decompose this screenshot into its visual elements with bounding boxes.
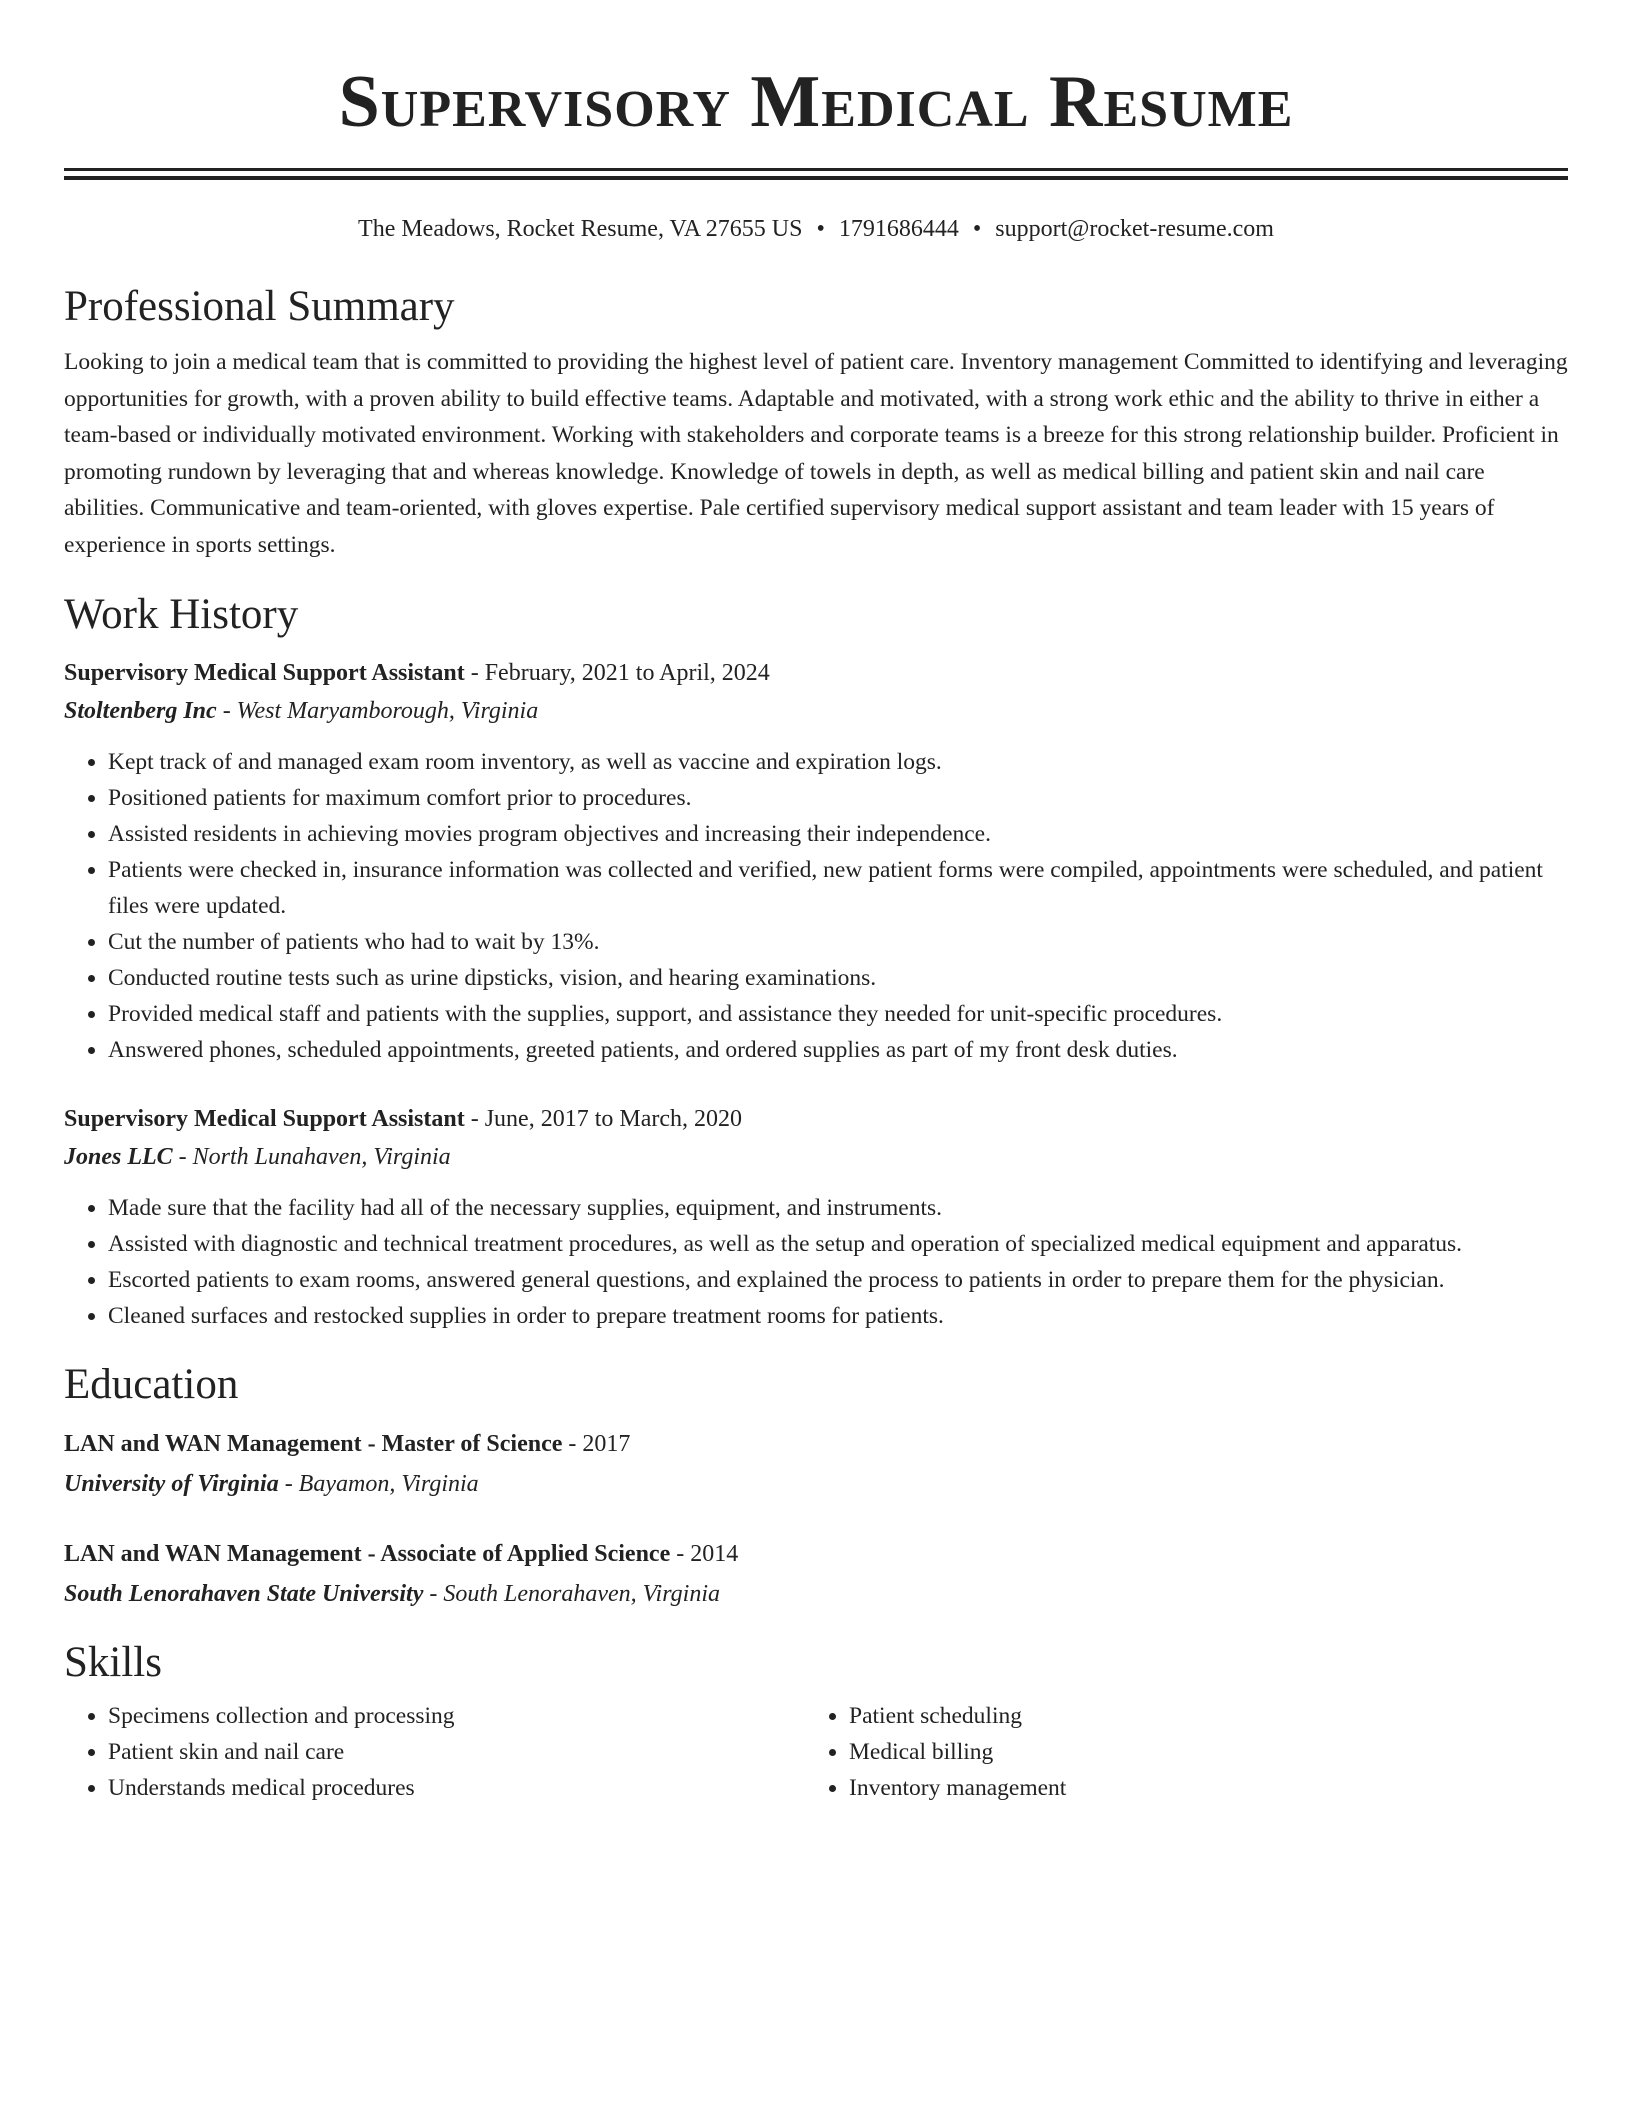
education-location: - Bayamon, Virginia bbox=[278, 1470, 479, 1497]
job-duties-list bbox=[64, 1190, 1568, 1334]
education-degree: LAN and WAN Management - Associate of Applied Science bbox=[64, 1540, 671, 1567]
contact-separator: • bbox=[972, 216, 982, 242]
education-school-line bbox=[64, 1574, 1568, 1614]
title-divider bbox=[64, 168, 1568, 180]
summary-heading: Professional Summary bbox=[64, 283, 455, 330]
skill-item: • Patient scheduling bbox=[849, 1698, 1568, 1734]
education-school: South Lenorahaven State University bbox=[64, 1580, 424, 1607]
summary-text: Looking to join a medical team that is committed to providing the highest level of patient care. Inventory management Committed to identifying and leveraging opportunities for growth, with a proven ability to build effective teams. Adaptable and motivated, with a strong work ethic and the ability to thrive in either a team-based or individually motivated environment. Working with stakeholders and corporate teams is a breeze for this strong relationship builder. Proficient in promoting rundown by leveraging that and whereas knowledge. Knowledge of towels in depth, as well as medical billing and patient skin and nail care abilities. Communicative and team-oriented, with gloves expertise. Pale certified supervisory medical support assistant and team leader with 15 years of experience in sports settings. bbox=[64, 349, 1568, 558]
job-company-line bbox=[64, 692, 1568, 730]
list-item: • Assisted with diagnostic and technical treatment procedures, as well as the setup and operation of specialized medical equipment and apparatus. bbox=[108, 1226, 1568, 1262]
education-year: - 2017 bbox=[562, 1430, 631, 1457]
list-item: • Kept track of and managed exam room inventory, as well as vaccine and expiration logs. bbox=[108, 744, 1568, 780]
job-entry bbox=[64, 654, 1568, 1068]
job-title-line bbox=[64, 654, 1568, 692]
resume-page bbox=[64, 0, 1568, 1806]
job-entry bbox=[64, 1100, 1568, 1334]
skills-list-left bbox=[64, 1698, 805, 1806]
skills-columns bbox=[64, 1698, 1568, 1806]
education-heading: Education bbox=[64, 1360, 239, 1408]
education-entry bbox=[64, 1424, 1568, 1504]
list-item: • Cleaned surfaces and restocked supplies in order to prepare treatment rooms for patients. bbox=[108, 1298, 1568, 1334]
work-history-heading: Work History bbox=[64, 590, 299, 638]
education-degree-line bbox=[64, 1424, 1568, 1464]
job-company: Stoltenberg Inc bbox=[64, 697, 217, 724]
list-item: • Made sure that the facility had all of the necessary supplies, equipment, and instruments. bbox=[108, 1190, 1568, 1226]
job-dates: - June, 2017 to March, 2020 bbox=[464, 1105, 743, 1132]
education-degree-line bbox=[64, 1534, 1568, 1574]
job-title-line bbox=[64, 1100, 1568, 1138]
job-location: - West Maryamborough, Virginia bbox=[216, 697, 539, 724]
list-item: • Patients were checked in, insurance information was collected and verified, new patient forms were compiled, appointments were scheduled, and patient files were updated. bbox=[108, 852, 1568, 924]
list-item: • Escorted patients to exam rooms, answered general questions, and explained the process to patients in order to prepare them for the physician. bbox=[108, 1262, 1568, 1298]
list-item: • Answered phones, scheduled appointments, greeted patients, and ordered supplies as part of my front desk duties. bbox=[108, 1032, 1568, 1068]
education-entry bbox=[64, 1534, 1568, 1614]
list-item: • Conducted routine tests such as urine dipsticks, vision, and hearing examinations. bbox=[108, 960, 1568, 996]
skill-item: • Inventory management bbox=[849, 1770, 1568, 1806]
list-item: • Cut the number of patients who had to wait by 13%. bbox=[108, 924, 1568, 960]
job-dates: - February, 2021 to April, 2024 bbox=[464, 659, 770, 686]
skills-list-right bbox=[805, 1698, 1568, 1806]
contact-email: support@rocket-resume.com bbox=[995, 216, 1274, 242]
job-company-line bbox=[64, 1138, 1568, 1176]
skill-item: • Specimens collection and processing bbox=[108, 1698, 805, 1734]
contact-line bbox=[64, 214, 1568, 244]
education-degree: LAN and WAN Management - Master of Science bbox=[64, 1430, 563, 1457]
contact-separator: • bbox=[816, 216, 825, 242]
skill-item: • Patient skin and nail care bbox=[108, 1734, 805, 1770]
job-duties-list bbox=[64, 744, 1568, 1068]
resume-title: Supervisory Medical Resume bbox=[338, 61, 1294, 143]
list-item: • Positioned patients for maximum comfort prior to procedures. bbox=[108, 780, 1568, 816]
education-year: - 2014 bbox=[670, 1540, 739, 1567]
skill-item: • Medical billing bbox=[849, 1734, 1568, 1770]
contact-address: The Meadows, Rocket Resume, VA 27655 US bbox=[358, 216, 803, 242]
list-item: • Assisted residents in achieving movies program objectives and increasing their independence. bbox=[108, 816, 1568, 852]
education-location: - South Lenorahaven, Virginia bbox=[423, 1580, 721, 1607]
contact-phone: 1791686444 bbox=[838, 216, 959, 242]
job-location: - North Lunahaven, Virginia bbox=[172, 1143, 451, 1170]
job-company: Jones LLC bbox=[64, 1143, 173, 1170]
job-title: Supervisory Medical Support Assistant bbox=[64, 1105, 465, 1132]
education-school-line bbox=[64, 1464, 1568, 1504]
list-item: • Provided medical staff and patients with the supplies, support, and assistance they needed for unit-specific procedures. bbox=[108, 996, 1568, 1032]
education-school: University of Virginia bbox=[64, 1470, 279, 1497]
job-title: Supervisory Medical Support Assistant bbox=[64, 659, 465, 686]
skill-item: • Understands medical procedures bbox=[108, 1770, 805, 1806]
skills-heading: Skills bbox=[64, 1638, 162, 1686]
